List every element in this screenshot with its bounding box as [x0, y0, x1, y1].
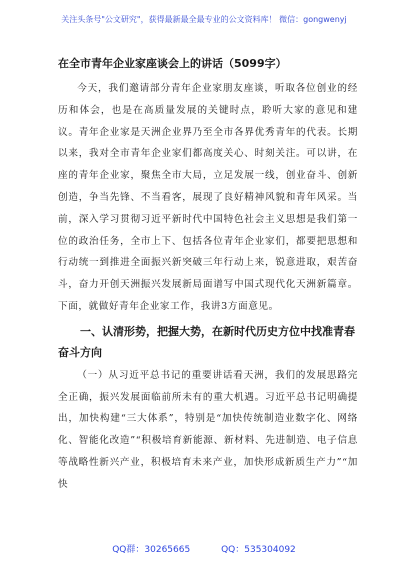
section-heading: 一、认清形势，把握大势，在新时代历史方位中找准青春奋斗方向	[58, 324, 355, 359]
footer-contact	[0, 542, 408, 555]
document-body	[58, 56, 358, 496]
footer-qq: QQ：535304092	[221, 545, 296, 555]
footer-qq-group: QQ群：30265665	[112, 545, 191, 555]
body-paragraph: 今天，我们邀请部分青年企业家朋友座谈，听取各位创业的经历和体会，也是在高质量发展的关键时点，聆听大家的意见和建议。青年企业家是天洲企业界乃至全市各界优秀青年的代表。长期以来，我对全市青年企业家们都高度关心、时刻关注。可以讲，在座的青年企业家，聚焦全市大局，立足发展一线，创业奋斗、创新创造，争当先锋、不当看客，展现了良好精神风貌和青年风采。当前，深入学习贯彻习近平新时代中国特色社会主义思想是我们第一位的政治任务，全市上下、包括各位青年企业家们，都要把思想和行动统一到推进全面振兴新突破三年行动上来，锐意进取，艰苦奋斗，奋力开创天洲振兴发展新局面谱写中国式现代化天洲新篇章。下面，就做好青年企业家工作，我讲3方面意见。	[58, 83, 358, 312]
body-paragraph-2: （一）从习近平总书记的重要讲话看天洲，我们的发展思路完全正确，振兴发展面临前所未有的重大机遇。习近平总书记明确提出，加快构建“三大体系”，特别是“加快传统制造业数字化、网络化、智能化改造”“积极培育新能源、新材料、先进制造、电子信息等战略性新兴产业，积极培育未来产业，加快形成新质生产力”“加快	[58, 369, 358, 490]
document-title: 在全市青年企业家座谈会上的讲话（5099字）	[58, 57, 287, 70]
header-banner: 关注头条号"公文研究"，获得最新最全最专业的公文资料库！ 微信：gongwenyj	[61, 15, 347, 24]
